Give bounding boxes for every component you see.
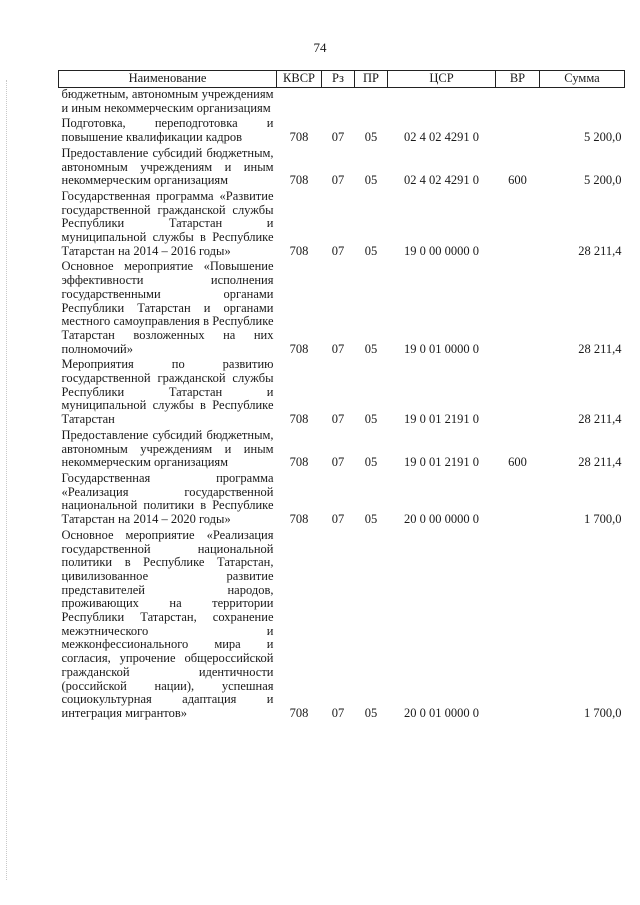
cell-vr xyxy=(496,117,540,146)
table-row xyxy=(59,358,625,429)
cell-sum: 28 211,4 xyxy=(578,341,622,356)
page-number: 74 xyxy=(313,40,327,55)
header-name: Наименование xyxy=(59,71,277,88)
table-row xyxy=(59,147,625,190)
cell-rz: 07 xyxy=(331,512,345,527)
cell-name: Государственная программа «Развитие государственной гражданской службы Республики Татарстан и муниципальной службы в Республике Татарстан на 2014 – 2016 годы» xyxy=(61,188,274,258)
cell-vr: 600 xyxy=(508,455,527,470)
cell-sum xyxy=(540,88,625,118)
cell-pr xyxy=(355,88,388,118)
table-row xyxy=(59,529,625,723)
cell-sum: 1 700,0 xyxy=(584,705,622,720)
cell-pr: 05 xyxy=(364,130,378,145)
cell-kvsr: 708 xyxy=(289,412,309,427)
cell-vr xyxy=(496,472,540,529)
cell-name: Предоставление субсидий бюджетным, автономным учреждениям и иным некоммерческим организациям xyxy=(61,427,274,470)
scan-edge-mark xyxy=(6,80,8,880)
cell-sum: 5 200,0 xyxy=(584,130,622,145)
table-row xyxy=(59,190,625,261)
cell-rz: 07 xyxy=(331,341,345,356)
cell-csr: 02 4 02 4291 0 xyxy=(404,130,479,145)
cell-csr: 19 0 01 2191 0 xyxy=(404,412,479,427)
cell-csr xyxy=(388,88,496,118)
cell-pr: 05 xyxy=(364,455,378,470)
cell-csr: 20 0 00 0000 0 xyxy=(404,512,479,527)
cell-sum: 5 200,0 xyxy=(584,173,622,188)
cell-kvsr: 708 xyxy=(289,243,309,258)
cell-kvsr: 708 xyxy=(289,512,309,527)
cell-vr: 600 xyxy=(508,173,527,188)
cell-pr: 05 xyxy=(364,243,378,258)
cell-sum: 28 211,4 xyxy=(578,412,622,427)
cell-name: бюджетным, автономным учреждениям и иным некоммерческим организациям xyxy=(61,87,274,115)
cell-name: Государственная программа «Реализация государственной национальной политики в Республике Татарстан на 2014 – 2020 годы» xyxy=(61,470,274,527)
cell-vr xyxy=(496,260,540,358)
cell-kvsr xyxy=(277,88,322,118)
budget-table xyxy=(58,70,625,723)
cell-rz: 07 xyxy=(331,412,345,427)
cell-sum: 28 211,4 xyxy=(578,455,622,470)
header-sum: Сумма xyxy=(540,71,625,88)
cell-csr: 19 0 01 2191 0 xyxy=(404,455,479,470)
cell-name: Предоставление субсидий бюджетным, автономным учреждениям и иным некоммерческим организациям xyxy=(61,145,274,188)
cell-vr xyxy=(496,529,540,723)
cell-csr: 19 0 01 0000 0 xyxy=(404,341,479,356)
header-csr: ЦСР xyxy=(388,71,496,88)
cell-kvsr: 708 xyxy=(289,705,309,720)
table-row xyxy=(59,117,625,146)
cell-vr xyxy=(496,88,540,118)
cell-rz xyxy=(322,88,355,118)
cell-vr xyxy=(496,190,540,261)
cell-name: Мероприятия по развитию государственной гражданской службы Республики Татарстан и муниципальной службы в Республике Татарстан xyxy=(61,357,274,427)
cell-rz: 07 xyxy=(331,130,345,145)
cell-rz: 07 xyxy=(331,705,345,720)
cell-csr: 02 4 02 4291 0 xyxy=(404,173,479,188)
cell-name: Основное мероприятие «Повышение эффективности исполнения государственными органами Республики Татарстан и органами местного самоуправления в Республике Татарстан возложенных на них полномочий» xyxy=(61,259,274,356)
cell-sum: 1 700,0 xyxy=(584,512,622,527)
header-rz: Рз xyxy=(322,71,355,88)
table-row xyxy=(59,260,625,358)
cell-name: Основное мероприятие «Реализация государственной национальной политики в Республике Татарстан, цивилизованное развитие представителей народов, проживающих на территории Республики Татарстан, сохранение межэтнического и межконфессионального мира и согласия, упрочение общероссийской гражданской идентичности (российской нации), успешная социокультурная адаптация и интеграция мигрантов» xyxy=(61,527,274,720)
table-row xyxy=(59,429,625,472)
table-row xyxy=(59,88,625,118)
cell-vr xyxy=(496,358,540,429)
cell-sum: 28 211,4 xyxy=(578,243,622,258)
cell-kvsr: 708 xyxy=(289,455,309,470)
cell-rz: 07 xyxy=(331,243,345,258)
header-pr: ПР xyxy=(355,71,388,88)
cell-pr: 05 xyxy=(364,705,378,720)
cell-name: Подготовка, переподготовка и повышение квалификации кадров xyxy=(61,116,274,145)
cell-kvsr: 708 xyxy=(289,130,309,145)
header-kvsr: КВСР xyxy=(277,71,322,88)
cell-rz: 07 xyxy=(331,455,345,470)
cell-pr: 05 xyxy=(364,173,378,188)
cell-pr: 05 xyxy=(364,512,378,527)
cell-kvsr: 708 xyxy=(289,173,309,188)
header-vr: ВР xyxy=(496,71,540,88)
cell-csr: 19 0 00 0000 0 xyxy=(404,243,479,258)
table-row xyxy=(59,472,625,529)
cell-kvsr: 708 xyxy=(289,341,309,356)
cell-rz: 07 xyxy=(331,173,345,188)
cell-pr: 05 xyxy=(364,412,378,427)
table-header-row xyxy=(59,71,625,88)
cell-csr: 20 0 01 0000 0 xyxy=(404,705,479,720)
cell-pr: 05 xyxy=(364,341,378,356)
